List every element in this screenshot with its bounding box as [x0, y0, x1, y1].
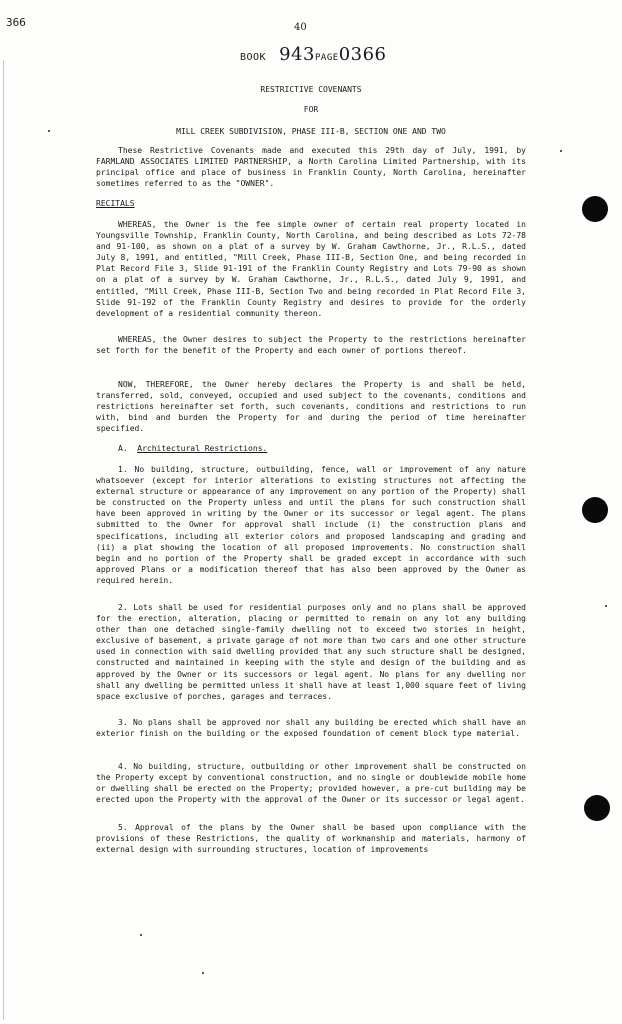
- document-title: RESTRICTIVE COVENANTS: [260, 85, 362, 94]
- subdivision-title: MILL CREEK SUBDIVISION, PHASE III-B, SECTION ONE AND TWO: [176, 127, 446, 136]
- book-number: 943: [279, 44, 315, 65]
- recital-paragraph-3: NOW, THEREFORE, the Owner hereby declares the Property is and shall be held, transferred, sold, conveyed, occupied and used subject to the covenants, conditions and restrictions hereinafter set forth, such covenants, conditions and restrictions to run with, bind and burden the Property for and during the period of time hereinafter specified.: [96, 380, 526, 434]
- scan-speck: [140, 934, 142, 936]
- book-page-stamp: [240, 44, 387, 65]
- scan-speck: [560, 150, 562, 152]
- page-label: PAGE: [315, 53, 339, 63]
- scan-speck: [605, 605, 607, 607]
- page-number: 366: [6, 16, 26, 29]
- scan-speck: [202, 972, 204, 974]
- intro-paragraph: These Restrictive Covenants made and executed this 29th day of July, 1991, by FARMLAND ASSOCIATES LIMITED PARTNERSHIP, a North Carolina Limited Partnership, with its principal office and place of business in Franklin County, North Carolina, hereinafter sometimes referred to as the "OWNER".: [96, 146, 526, 189]
- recitals-heading: RECITALS: [96, 199, 135, 208]
- restriction-item-5: 5. Approval of the plans by the Owner shall be based upon compliance with the provisions of these Restrictions, the quality of workmanship and materials, harmony of external design with surrounding structures, location of improvements: [96, 823, 526, 855]
- scan-speck: [48, 130, 50, 132]
- punch-hole: [582, 196, 608, 222]
- section-a-title: Architectural Restrictions.: [137, 444, 268, 453]
- section-a-heading: [118, 444, 267, 453]
- page-value: 0366: [338, 44, 387, 65]
- punch-hole: [584, 795, 610, 821]
- section-a-letter: A.: [118, 444, 128, 453]
- recital-paragraph-2: WHEREAS, the Owner desires to subject the Property to the restrictions hereinafter set forth for the benefit of the Property and each owner of portions thereof.: [96, 335, 526, 356]
- book-label: BOOK: [240, 52, 267, 63]
- handwritten-number: 40: [294, 22, 307, 33]
- title-for: FOR: [303, 105, 319, 114]
- restriction-item-3: 3. No plans shall be approved nor shall any building be erected which shall have an exterior finish on the building or the exposed foundation of cement block type material.: [96, 718, 526, 739]
- scan-edge-line: [3, 60, 4, 1020]
- restriction-item-4: 4. No building, structure, outbuilding or other improvement shall be constructed on the Property except by conventional construction, and no single or doublewide mobile home or dwelling shall be erected on the Property; provided however, a pre-cut building may be erected upon the Property with the approval of the Owner or its successor or legal agent.: [96, 762, 526, 805]
- punch-hole: [582, 497, 608, 523]
- recital-paragraph-1: WHEREAS, the Owner is the fee simple owner of certain real property located in Youngsville Township, Franklin County, North Carolina, and being described as Lots 72-78 and 91-100, as shown on a plat of a survey by W. Graham Cawthorne, Jr., R.L.S., dated July 8, 1991, and entitled, "Mill Creek, Phase III-B, Section One, and being recorded in Plat Record File 3, Slide 91-191 of the Franklin County Registry and Lots 79-90 as shown on a plat of a survey by W. Graham Cawthorne, Jr., R.L.S., dated July 9, 1991, and entitled, "Mill Creek, Phase III-B, Section Two and being recorded in Plat Record File 3, Slide 91-192 of the Franklin County Registry and desires to provide for the orderly development of a residential community thereon.: [96, 220, 526, 318]
- restriction-item-1: 1. No building, structure, outbuilding, fence, wall or improvement of any nature whatsoever (except for interior alterations to existing structures not affecting the external structure or appearance of any improvement on any portion of the Property) shall be constructed on the Property unless and until the plans for such construction shall have been approved in writing by the Owner or its successor or legal agent. The plans submitted to the Owner for approval shall include (i) the construction plans and specifications, including all exterior colors and proposed landscaping and grading and (ii) a plat showing the location of all proposed improvements. No construction shall begin and no portion of the Property shall be graded except in accordance with such approved Plans or a modification thereof that has also been approved by the Owner as required herein.: [96, 465, 526, 585]
- restriction-item-2: 2. Lots shall be used for residential purposes only and no plans shall be approved for the erection, alteration, placing or permitted to remain on any lot any building other than one detached single-family dwelling not to exceed two stories in height, exclusive of basement, a private garage of not more than two cars and one other structure used in connection with said dwelling provided that any such structure shall be designed, constructed and maintained in keeping with the style and design of the building and as approved by the Owner or its successors or legal agent. No plans for any dwelling nor shall any dwelling be permitted unless it shall have at least 1,000 square feet of living space exclusive of porches, garages and terraces.: [96, 603, 526, 701]
